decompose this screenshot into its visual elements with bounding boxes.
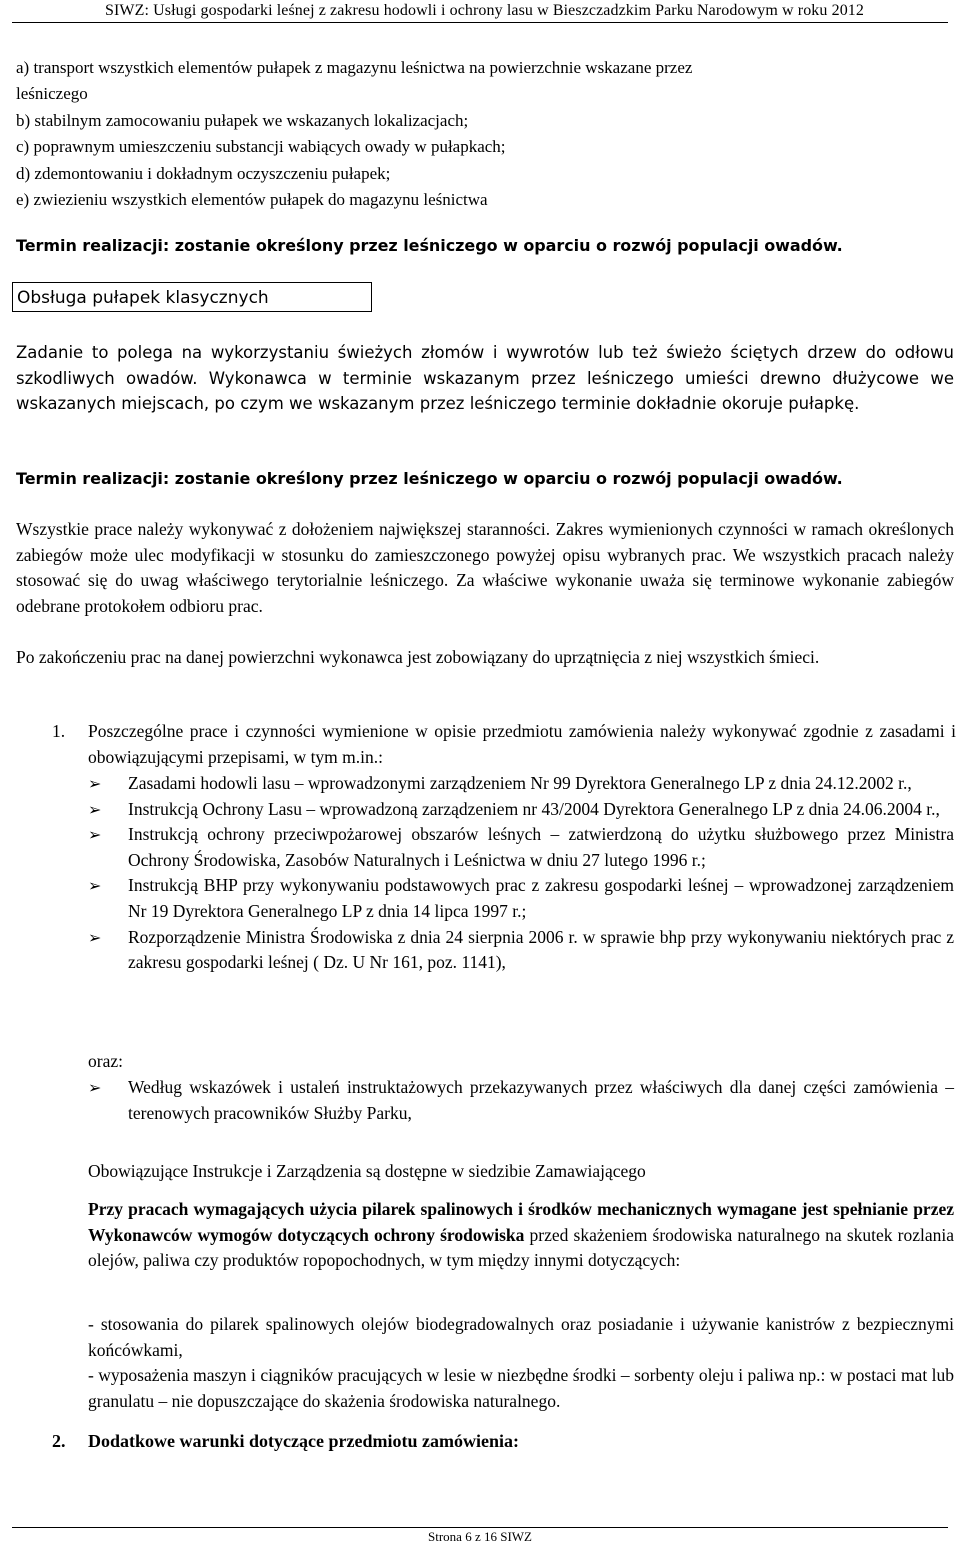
list-item: e) zwiezieniu wszystkich elementów pułapek do magazynu leśnictwa bbox=[16, 190, 488, 210]
section-2-heading bbox=[52, 1428, 519, 1454]
instructions-availability-note: Obowiązujące Instrukcje i Zarządzenia są dostępne w siedzibie Zamawiającego bbox=[88, 1161, 646, 1181]
bullet-text: Zasadami hodowli lasu – wprowadzonymi zarządzeniem Nr 99 Dyrektora Generalnego LP z dnia 24.12.2002 r., bbox=[128, 773, 912, 793]
bullet-text: Instrukcją BHP przy wykonywaniu podstawowych prac z zakresu gospodarki leśnej – wprowadzonej zarządzeniem Nr 19 Dyrektora Generalnego LP z dnia 14 lipca 1997 r.; bbox=[128, 875, 954, 921]
list-item: b) stabilnym zamocowaniu pułapek we wskazanych lokalizacjach; bbox=[16, 110, 469, 130]
environment-requirements-bold: Przy pracach wymagających użycia pilarek spalinowych i środków mechanicznych wymagane jest spełnianie przez Wykonawców wymogów dotyczących ochrony środowiska bbox=[88, 1199, 954, 1245]
bullet-text: Rozporządzenie Ministra Środowiska z dnia 24 sierpnia 2006 r. w sprawie bhp przy wykonywaniu niektórych prac z zakresu gospodarki leśnej ( Dz. U Nr 161, poz. 1141), bbox=[128, 926, 954, 973]
item-text: Poszczególne prace i czynności wymienione w opisie przedmiotu zamówienia należy wykonywać zgodnie z zasadami i obowiązującymi przepisami, w tym m.in.: bbox=[88, 721, 956, 767]
bullet-text: Instrukcją Ochrony Lasu – wprowadzoną zarządzeniem nr 43/2004 Dyrektora Generalnego LP z dnia 24.06.2004 r., bbox=[128, 798, 940, 819]
list-item bbox=[88, 797, 954, 823]
deadline-note: Termin realizacji: zostanie określony przez leśniczego w oparciu o rozwój populacji owadów. bbox=[16, 469, 843, 488]
bullet-text: Według wskazówek i ustaleń instruktażowych przekazywanych przez właściwych dla danej części zamówienia – terenowych pracowników Służby Parku, bbox=[128, 1077, 954, 1123]
arrowhead-bullet-icon: ➢ bbox=[88, 825, 102, 845]
arrowhead-bullet-icon: ➢ bbox=[88, 1078, 102, 1097]
task-description: Zadanie to polega na wykorzystaniu świeżych złomów i wywrotów lub też świeżo ściętych drzew do odłowu szkodliwych owadów. Wykonawca w terminie wskazanym przez leśniczego umieści drewno dłużycowe we wskazanych miejscach, po czym we wskazanym przez leśniczego terminie dokładnie okoruje pułapkę. bbox=[16, 343, 954, 414]
list-item bbox=[88, 873, 954, 924]
bullet-text: Instrukcją ochrony przeciwpożarowej obszarów leśnych – zatwierdzoną do użytku służbowego przez Ministra Ochrony Środowiska, Zasobów Naturalnych i Leśnictwa w dniu 27 lutego 1996 r.; bbox=[128, 824, 954, 870]
deadline-note: Termin realizacji: zostanie określony przez leśniczego w oparciu o rozwój populacji owadów. bbox=[16, 236, 843, 255]
arrowhead-bullet-icon: ➢ bbox=[88, 799, 102, 819]
list-item bbox=[88, 1075, 954, 1126]
header-divider bbox=[12, 22, 948, 23]
environment-requirements-text: przed skażeniem środowiska naturalnego na skutek rozlania olejów, paliwa czy produktów ropopochodnych, w tym między innymi dotyczących: bbox=[88, 1224, 955, 1271]
arrowhead-bullet-icon: ➢ bbox=[88, 927, 102, 947]
general-requirements: Wszystkie prace należy wykonywać z dołożeniem największej staranności. Zakres wymienionych czynności w ramach określonych zabiegów może ulec modyfikacji w stosunku do zamieszczonego powyżej opisu wybranych prac. We wszystkich pracach należy stosować się do uwag właściwego terytorialnie leśniczego. Za właściwe wykonanie uważa się terminowe wykonanie zabiegów odebrane protokołem odbioru prac. bbox=[16, 519, 954, 616]
requirement-dash-1: - stosowania do pilarek spalinowych olejów biodegradowalnych oraz posiadanie i używanie kanistrów z bezpiecznymi końcówkami, bbox=[88, 1314, 954, 1360]
arrowhead-bullet-icon: ➢ bbox=[88, 876, 102, 896]
oraz-label: oraz: bbox=[88, 1051, 123, 1071]
requirement-dash-2: - wyposażenia maszyn i ciągników pracujących w lesie w niezbędne środki – sorbenty oleju i paliwa np.: w postaci mat lub granulatu – nie dopuszczające do skażenia środowiska naturalnego. bbox=[88, 1365, 954, 1411]
list-item bbox=[88, 925, 954, 976]
list-item: c) poprawnym umieszczeniu substancji wabiących owady w pułapkach; bbox=[16, 137, 506, 157]
page-header: SIWZ: Usługi gospodarki leśnej z zakresu hodowli i ochrony lasu w Bieszczadzkim Parku Narodowym w roku 2012 bbox=[105, 2, 864, 19]
list-item bbox=[88, 771, 954, 797]
section-title: Dodatkowe warunki dotyczące przedmiotu zamówienia: bbox=[88, 1431, 519, 1451]
regulations-list bbox=[88, 771, 954, 976]
list-item bbox=[88, 822, 954, 873]
item-number: 1. bbox=[52, 721, 66, 741]
trap-tasks-list bbox=[16, 55, 946, 213]
page-footer: Strona 6 z 16 SIWZ bbox=[428, 1529, 532, 1544]
section-number: 2. bbox=[52, 1431, 66, 1451]
list-item: a) transport wszystkich elementów pułapek z magazynu leśnictwa na powierzchnie wskazane przez bbox=[16, 58, 693, 77]
numbered-item-1 bbox=[52, 719, 956, 770]
section-heading-box: Obsługa pułapek klasycznych bbox=[12, 282, 372, 312]
environment-requirements bbox=[88, 1197, 954, 1274]
cleanup-requirement: Po zakończeniu prac na danej powierzchni wykonawca jest zobowiązany do uprzątnięcia z niej wszystkich śmieci. bbox=[16, 647, 820, 667]
list-item: d) zdemontowaniu i dokładnym oczyszczeniu pułapek; bbox=[16, 163, 391, 183]
list-item: leśniczego bbox=[16, 84, 88, 104]
instructions-list bbox=[88, 1075, 954, 1126]
arrowhead-bullet-icon: ➢ bbox=[88, 774, 102, 793]
